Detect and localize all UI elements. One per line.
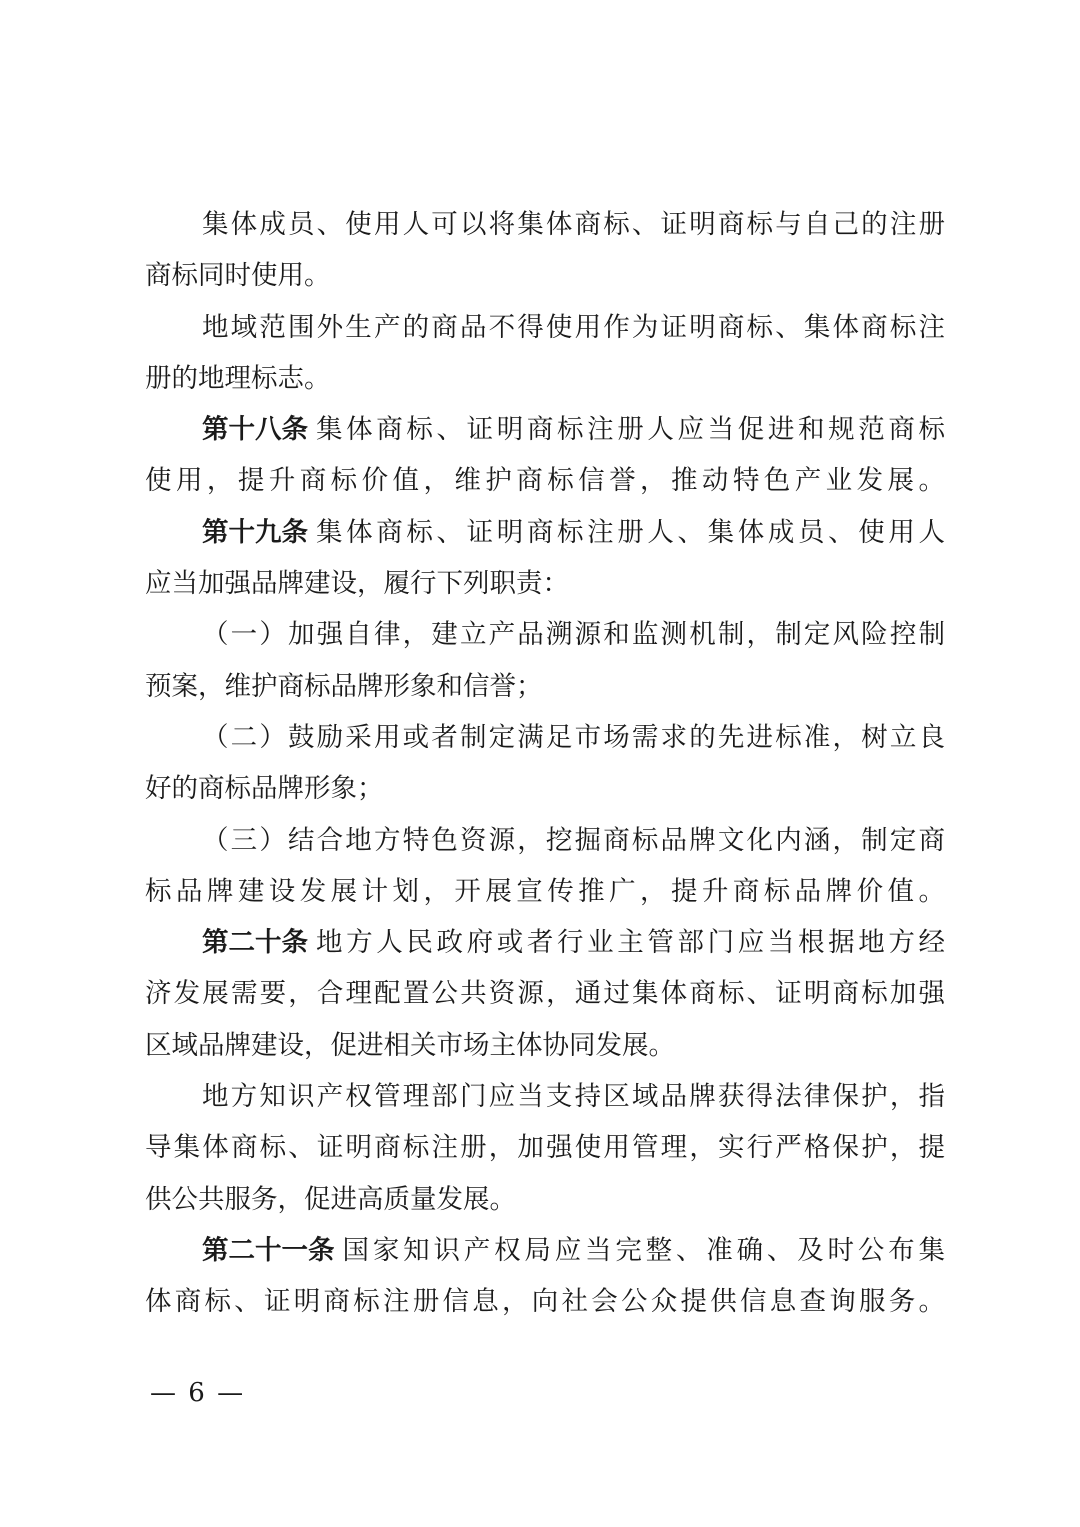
paragraph-line: （二）鼓励采用或者制定满足市场需求的先进标准，树立良 <box>202 721 945 753</box>
article-21-first-line <box>145 1231 945 1282</box>
article-20-first-line <box>145 923 945 974</box>
article-heading: 第二十条 <box>202 927 308 959</box>
article-18-first-line <box>145 410 945 461</box>
paragraph-line: 册的地理标志。 <box>145 362 331 394</box>
paragraph-line: 体商标、证明商标注册信息，向社会公众提供信息查询服务。 <box>145 1286 945 1318</box>
paragraph-text: 集体商标、证明商标注册人、集体成员、使用人 <box>316 516 945 548</box>
paragraph-line: 标品牌建设发展计划，开展宣传推广，提升商标品牌价值。 <box>145 875 945 907</box>
paragraph-line: 导集体商标、证明商标注册，加强使用管理，实行严格保护，提 <box>145 1132 945 1164</box>
paragraph-text: 集体商标、证明商标注册人应当促进和规范商标 <box>316 414 945 446</box>
paragraph-line: （一）加强自律，建立产品溯源和监测机制，制定风险控制 <box>202 619 945 651</box>
paragraph-line: 使用，提升商标价值，维护商标信誉，推动特色产业发展。 <box>145 465 945 497</box>
paragraph-line: 应当加强品牌建设，履行下列职责： <box>145 568 569 600</box>
paragraph-text: 国家知识产权局应当完整、准确、及时公布集 <box>342 1234 945 1266</box>
paragraph-line: 地域范围外生产的商品不得使用作为证明商标、集体商标注 <box>202 311 945 343</box>
paragraph-line: （三）结合地方特色资源，挖掘商标品牌文化内涵，制定商 <box>202 824 945 856</box>
paragraph-line: 供公共服务，促进高质量发展。 <box>145 1183 516 1215</box>
article-heading: 第十九条 <box>202 516 308 548</box>
paragraph-line: 集体成员、使用人可以将集体商标、证明商标与自己的注册 <box>202 209 945 240</box>
paragraph-line: 济发展需要，合理配置公共资源，通过集体商标、证明商标加强 <box>145 978 945 1010</box>
paragraph-line: 预案，维护商标品牌形象和信誉； <box>145 670 543 702</box>
paragraph-text: 地方人民政府或者行业主管部门应当根据地方经 <box>316 927 945 959</box>
paragraph-line: 好的商标品牌形象； <box>145 773 384 805</box>
article-heading: 第十八条 <box>202 414 308 446</box>
article-heading: 第二十一条 <box>202 1234 335 1266</box>
article-19-first-line <box>145 513 945 564</box>
paragraph-line: 地方知识产权管理部门应当支持区域品牌获得法律保护，指 <box>202 1081 945 1113</box>
document-page <box>145 205 945 1334</box>
page-number: — 6 — <box>150 1378 246 1408</box>
paragraph-line: 商标同时使用。 <box>145 260 331 292</box>
paragraph-line: 区域品牌建设，促进相关市场主体协同发展。 <box>145 1029 675 1061</box>
